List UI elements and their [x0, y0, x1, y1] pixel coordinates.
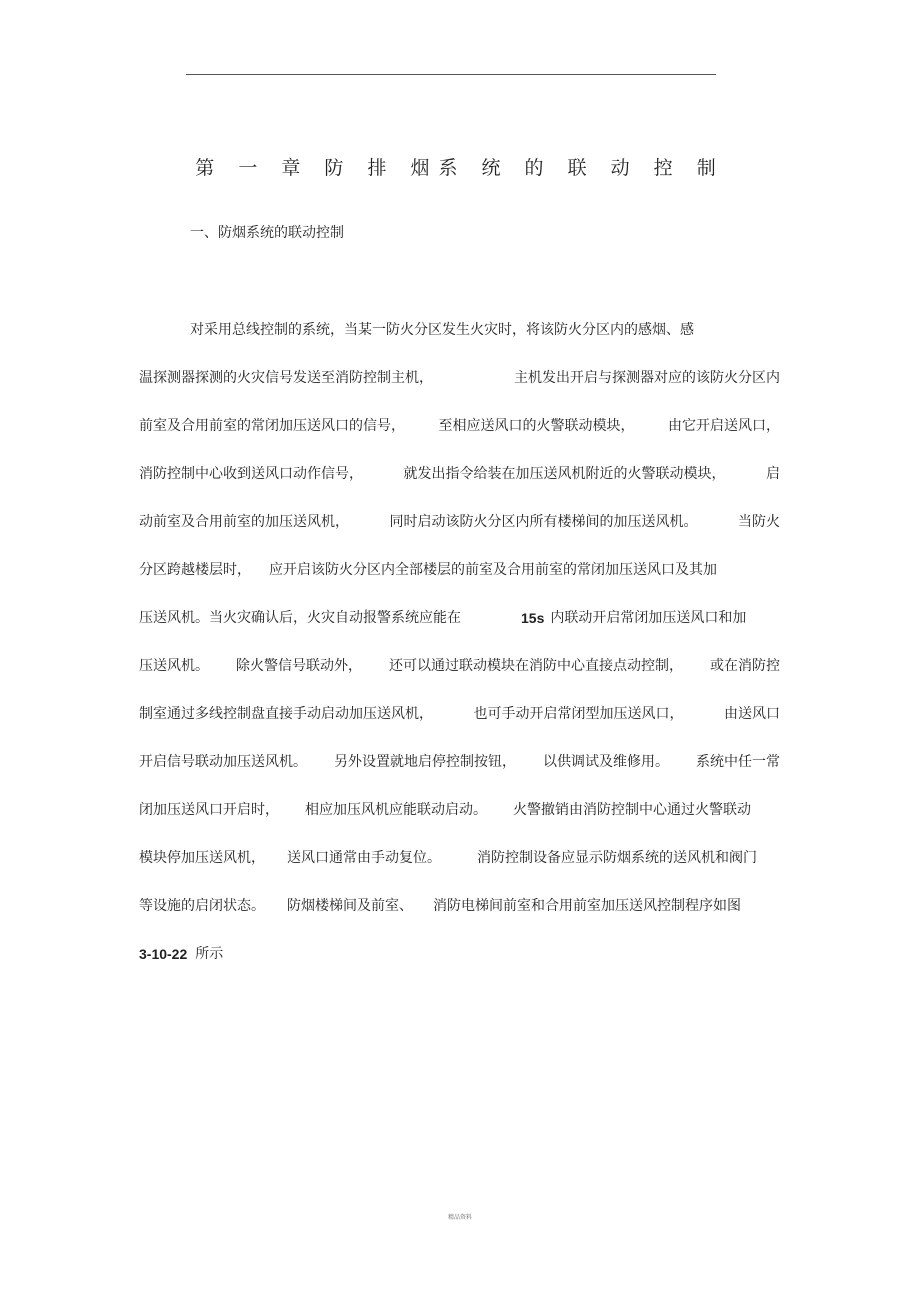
line-segment: 前室及合用前室的常闭加压送风口的信号，: [139, 418, 405, 434]
line-segment: 对采用总线控制的系统，当某一防火分区发生火灾时，将该防火分区内的感烟、感: [190, 322, 694, 338]
line-segment: 15s: [521, 610, 545, 626]
line-segment: 内联动开启常闭加压送风口和加: [550, 610, 747, 626]
paragraph-line: [190, 320, 780, 340]
line-segment: 另外设置就地启停控制按钮，: [334, 754, 516, 770]
paragraph-line: [139, 512, 780, 532]
paragraph-line: [139, 752, 780, 772]
paragraph-line: [139, 704, 780, 724]
paragraph-line: [139, 944, 780, 964]
line-segment: 主机发出开启与探测器对应的该防火分区内: [514, 370, 780, 386]
paragraph-line: [139, 464, 780, 484]
figure-reference: 3-10-22: [139, 946, 188, 962]
line-segment: 闭加压送风口开启时，: [139, 802, 279, 818]
line-segment: 压送风机。: [139, 658, 209, 674]
line-segment: 温探测器探测的火灾信号发送至消防控制主机，: [139, 370, 433, 386]
page-footer: 精品资料: [447, 1214, 472, 1221]
line-segment: 由它开启送风口，: [668, 418, 780, 434]
paragraph-line: [139, 848, 780, 868]
paragraph-line: [139, 656, 780, 676]
line-segment: 系统中任一常: [696, 754, 780, 770]
line-segment: 消防控制设备应显示防烟系统的送风机和阀门: [477, 850, 757, 866]
header-rule: [186, 74, 716, 75]
line-segment: 送风口通常由手动复位。: [287, 850, 441, 866]
line-segment: 动前室及合用前室的加压送风机，: [139, 514, 349, 530]
line-segment: 压送风机。当火灾确认后，火灾自动报警系统应能在: [139, 610, 461, 626]
line-segment: 以供调试及维修用。: [543, 754, 669, 770]
line-segment: 等设施的启闭状态。: [139, 898, 265, 914]
line-segment: 也可手动开启常闭型加压送风口，: [473, 706, 684, 722]
line-segment: 消防控制中心收到送风口动作信号，: [139, 466, 363, 482]
paragraph-line: [139, 896, 780, 916]
paragraph-line: [139, 560, 780, 580]
paragraph-line: [139, 368, 780, 388]
line-segment: 相应加压风机应能联动启动。: [305, 802, 487, 818]
line-segment: 或在消防控: [710, 658, 780, 674]
line-segment: 至相应送风口的火警联动模块，: [438, 418, 635, 434]
line-segment: 同时启动该防火分区内所有楼梯间的加压送风机。: [389, 514, 698, 530]
line-segment: 当防火: [738, 514, 780, 530]
paragraph-line: [139, 608, 780, 628]
line-segment: 除火警信号联动外，: [236, 658, 362, 674]
line-segment: 所示: [195, 946, 224, 962]
line-segment: 应开启该防火分区内全部楼层的前室及合用前室的常闭加压送风口及其加: [269, 562, 717, 578]
chapter-title: 第 一 章 防 排 烟系 统 的 联 动 控 制: [195, 157, 725, 179]
paragraph-line: [139, 416, 780, 436]
line-segment: 防烟楼梯间及前室、: [287, 898, 413, 914]
line-segment: 开启信号联动加压送风机。: [139, 754, 307, 770]
paragraph-line: [139, 800, 780, 820]
line-segment: 就发出指令给装在加压送风机附近的火警联动模块，: [403, 466, 726, 482]
line-segment: 制室通过多线控制盘直接手动启动加压送风机，: [139, 706, 433, 722]
line-segment: 火警撤销由消防控制中心通过火警联动: [513, 802, 751, 818]
line-segment: 分区跨越楼层时，: [139, 562, 251, 578]
line-segment: 还可以通过联动模块在消防中心直接点动控制，: [389, 658, 683, 674]
line-segment: 消防电梯间前室和合用前室加压送风控制程序如图: [433, 898, 741, 914]
section-heading: 一、防烟系统的联动控制: [190, 225, 344, 241]
line-segment: 模块停加压送风机，: [139, 850, 265, 866]
line-segment: 由送风口: [724, 706, 780, 722]
line-segment: 启: [766, 466, 780, 482]
